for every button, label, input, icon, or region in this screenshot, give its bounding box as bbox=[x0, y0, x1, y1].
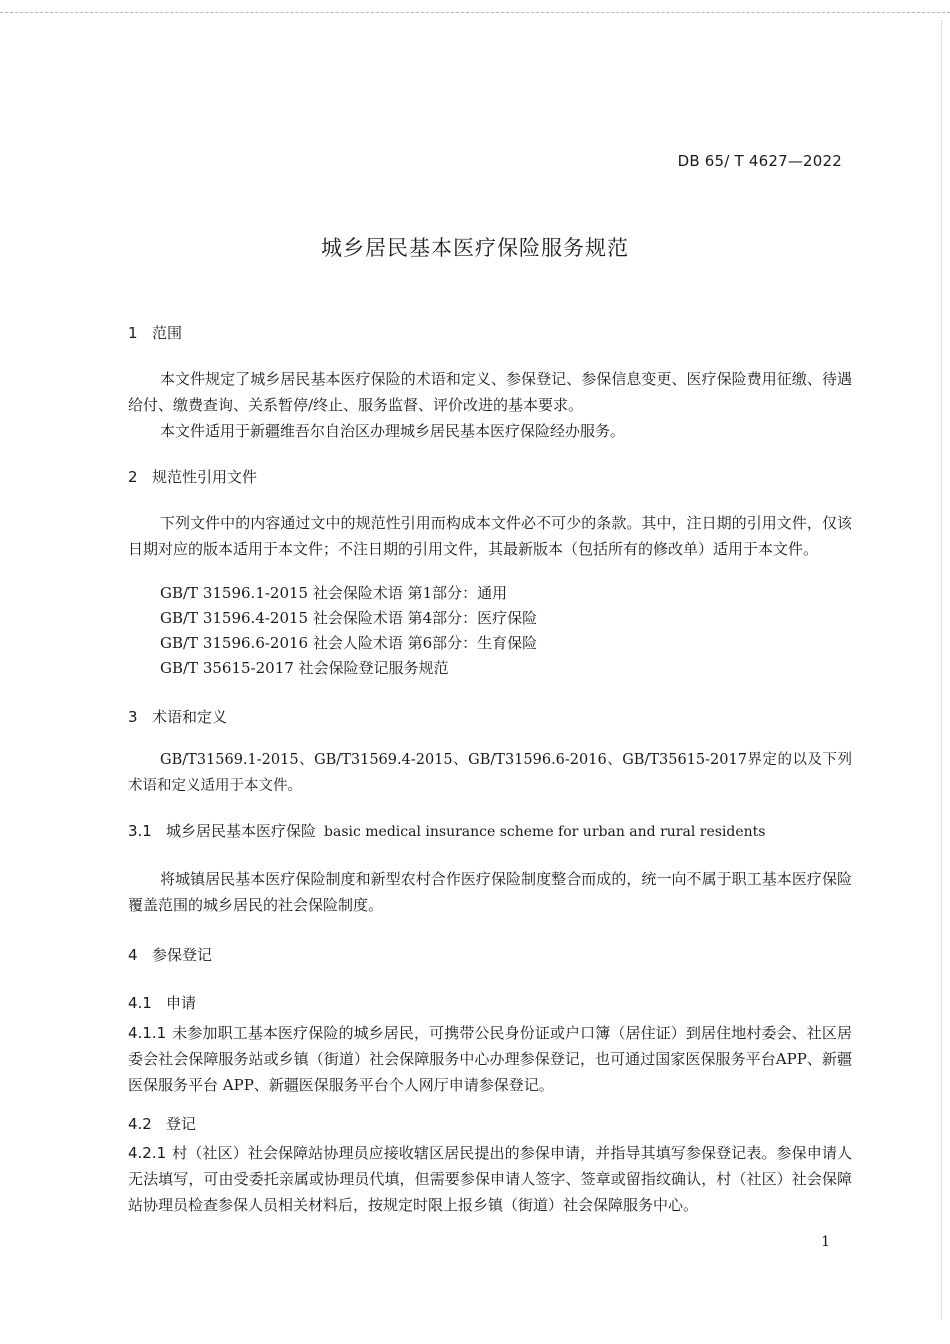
reference-item: GB/T 35615-2017 社会保险登记服务规范 bbox=[160, 659, 449, 677]
clause-number: 4.2.1 bbox=[128, 1144, 167, 1162]
subsection-4-1-heading bbox=[128, 992, 196, 1013]
section-number: 3 bbox=[128, 708, 138, 726]
subsection-number: 4.1 bbox=[128, 994, 152, 1012]
section-title: 参保登记 bbox=[152, 946, 213, 964]
scan-edge-right bbox=[941, 20, 950, 1320]
subsection-number: 3.1 bbox=[128, 822, 152, 840]
section-number: 4 bbox=[128, 946, 138, 964]
clause-text: 村（社区）社会保障站协理员应接收辖区居民提出的参保申请，并指导其填写参保登记表。参保申请人无法填写，可由受委托亲属或协理员代填，但需要参保申请人签字、签章或留指纹确认，村（社区）社会保障站协理员检查参保人员相关材料后，按规定时限上报乡镇（街道）社会保障服务中心。 bbox=[128, 1144, 852, 1214]
reference-item: GB/T 31596.6-2016 社会人险术语 第6部分：生育保险 bbox=[160, 634, 538, 652]
section-1-heading bbox=[128, 322, 182, 343]
section-title: 术语和定义 bbox=[152, 708, 228, 726]
section-2-heading bbox=[128, 466, 257, 487]
subsection-title: 申请 bbox=[166, 994, 197, 1012]
page-number: 1 bbox=[821, 1234, 830, 1250]
section-number: 1 bbox=[128, 324, 138, 342]
reference-item: GB/T 31596.1-2015 社会保险术语 第1部分：通用 bbox=[160, 584, 508, 602]
subsection-3-1-heading bbox=[128, 820, 765, 841]
section-4-heading bbox=[128, 944, 212, 965]
section-1-paragraph-2: 本文件适用于新疆维吾尔自治区办理城乡居民基本医疗保险经办服务。 bbox=[160, 422, 626, 440]
subsection-4-2-heading bbox=[128, 1113, 196, 1134]
section-number: 2 bbox=[128, 468, 138, 486]
section-3-heading bbox=[128, 706, 227, 727]
section-title: 规范性引用文件 bbox=[152, 468, 258, 486]
section-2-paragraph: 下列文件中的内容通过文中的规范性引用而构成本文件必不可少的条款。其中，注日期的引用文件，仅该日期对应的版本适用于本文件；不注日期的引用文件，其最新版本（包括所有的修改单）适用于本文件。 bbox=[128, 514, 852, 558]
clause-4-1-1 bbox=[128, 1020, 852, 1098]
reference-item: GB/T 31596.4-2015 社会保险术语 第4部分：医疗保险 bbox=[160, 609, 538, 627]
subsection-number: 4.2 bbox=[128, 1115, 152, 1133]
term-english: basic medical insurance scheme for urban and rural residents bbox=[324, 824, 766, 840]
section-title: 范围 bbox=[152, 324, 183, 342]
subsection-title: 登记 bbox=[166, 1115, 197, 1133]
clause-text: 未参加职工基本医疗保险的城乡居民，可携带公民身份证或户口簿（居住证）到居住地村委会、社区居委会社会保障服务站或乡镇（街道）社会保障服务中心办理参保登记，也可通过国家医保服务平台APP、新疆医保服务平台 APP、新疆医保服务平台个人网厅申请参保登记。 bbox=[128, 1024, 852, 1094]
standard-code: DB 65/ T 4627—2022 bbox=[677, 152, 842, 170]
section-1-paragraph-1: 本文件规定了城乡居民基本医疗保险的术语和定义、参保登记、参保信息变更、医疗保险费用征缴、待遇给付、缴费查询、关系暂停/终止、服务监督、评价改进的基本要求。 bbox=[128, 370, 852, 414]
clause-4-2-1 bbox=[128, 1140, 852, 1218]
document-title: 城乡居民基本医疗保险服务规范 bbox=[321, 236, 629, 260]
clause-number: 4.1.1 bbox=[128, 1024, 167, 1042]
section-3-paragraph: GB/T31569.1-2015、GB/T31569.4-2015、GB/T31596.6-2016、GB/T35615-2017界定的以及下列术语和定义适用于本文件。 bbox=[128, 752, 852, 794]
term-definition: 将城镇居民基本医疗保险制度和新型农村合作医疗保险制度整合而成的，统一向不属于职工基本医疗保险覆盖范围的城乡居民的社会保险制度。 bbox=[128, 870, 852, 914]
term-title: 城乡居民基本医疗保险 bbox=[166, 822, 317, 840]
scan-edge-top bbox=[0, 0, 950, 13]
